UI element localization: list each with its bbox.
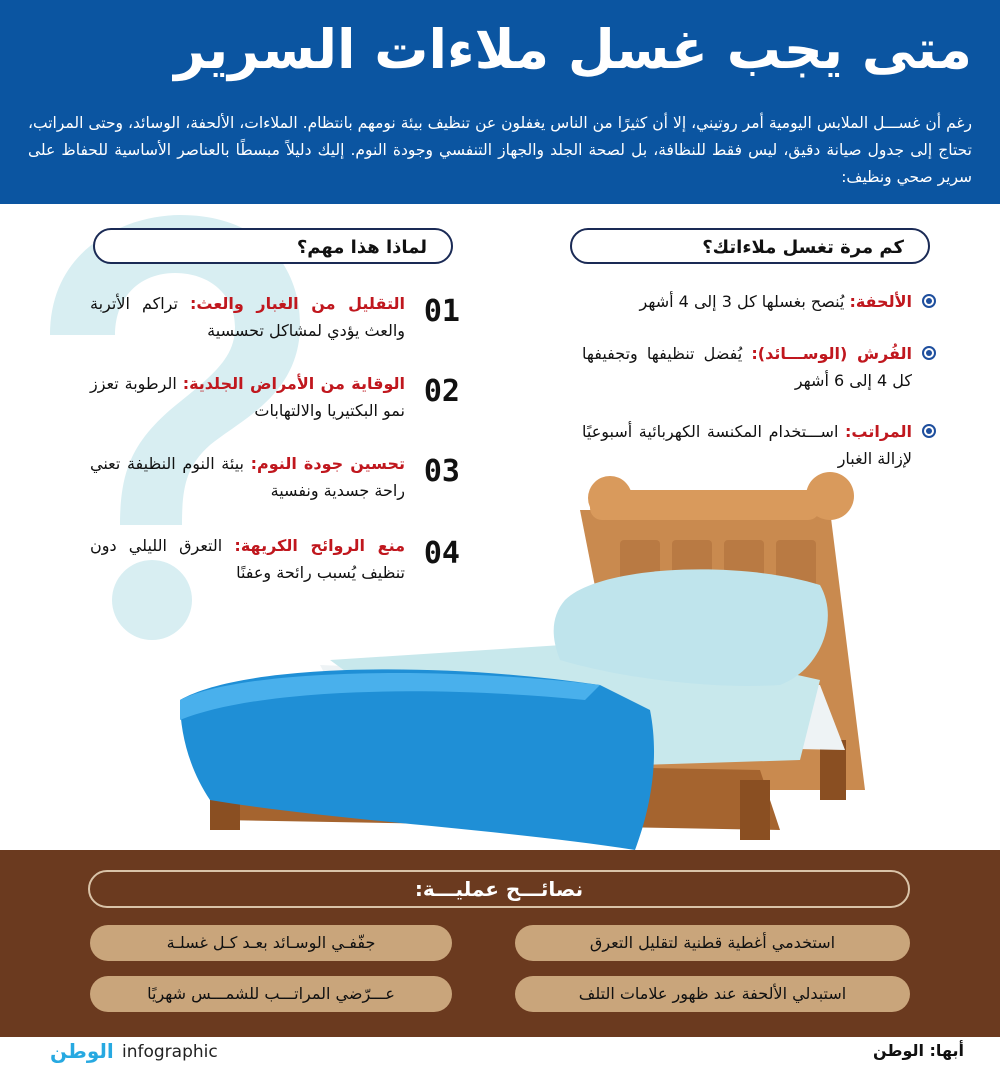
reason-item: [90, 370, 460, 432]
frequency-label: المراتب:: [845, 422, 912, 441]
frequency-label: الألحفة:: [849, 292, 912, 311]
frequency-text: اســـتخدام المكنسة الكهربائية أسبوعيًا لإزالة الغبار: [582, 422, 912, 468]
frequency-heading: كم مرة تغسل ملاءاتك؟: [570, 228, 930, 264]
reason-label: التقليل من الغبار والعث:: [190, 294, 405, 313]
reason-number: 02: [423, 374, 460, 409]
frequency-text: يُنصح بغسلها كل 3 إلى 4 أشهر: [639, 292, 845, 311]
header-banner: [0, 0, 1000, 204]
dateline: أبها: الوطن: [872, 1041, 964, 1060]
bed-illustration: [180, 470, 900, 850]
frequency-item: [582, 418, 912, 472]
footer-bar: [0, 1037, 1000, 1067]
reason-number: 03: [423, 454, 460, 489]
why-heading: لماذا هذا مهم؟: [93, 228, 453, 264]
reason-label: الوقاية من الأمراض الجلدية:: [182, 374, 405, 393]
tip-item: عـــرّضي المراتـــب للشمـــس شهريًا: [90, 976, 452, 1012]
reason-text: الرطوبة تعزز نمو البكتيريا والالتهابات: [90, 374, 405, 420]
frequency-text: يُفضل تنظيفها وتجفيفها كل 4 إلى 6 أشهر: [582, 344, 912, 390]
bullet-icon: [922, 294, 936, 308]
reason-item: [90, 290, 460, 352]
frequency-label: الفُرش (الوســـائد):: [751, 344, 912, 363]
reason-text: بيئة النوم النظيفة تعني راحة جسدية ونفسية: [90, 454, 405, 500]
reason-number: 04: [423, 536, 460, 571]
tip-item: استخدمي أغطية قطنية لتقليل التعرق: [515, 925, 910, 961]
infographic-label: infographic: [122, 1042, 218, 1062]
frequency-item: [582, 288, 912, 315]
reason-text: تراكم الأتربة والعث يؤدي لمشاكل تحسسية: [90, 294, 405, 340]
bullet-icon: [922, 424, 936, 438]
reason-number: 01: [423, 294, 460, 329]
tip-item: استبدلي الألحفة عند ظهور علامات التلف: [515, 976, 910, 1012]
brand-logo: الوطن: [50, 1039, 114, 1063]
reason-label: تحسين جودة النوم:: [250, 454, 405, 473]
reason-label: منع الروائح الكريهة:: [234, 536, 406, 555]
intro-paragraph: رغم أن غســـل الملابس اليومية أمر روتيني، إلا أن كثيرًا من الناس يغفلون عن تنظيف بيئة نومهم بانتظام. الملاءات، الألحفة، الوسائد، وحتى المراتب، تحتاج إلى جدول صيانة دقيق، ليس فقط للنظافة، بل لصحة الجلد والجهاز التنفسي وجودة النوم. إليك دليلاً مبسطًا بالعناصر الأساسية للحفاظ على سرير صحي ونظيف:: [28, 114, 972, 186]
bullet-icon: [922, 346, 936, 360]
frequency-item: [582, 340, 912, 394]
reason-text: التعرق الليلي دون تنظيف يُسبب رائحة وعفنًا: [90, 536, 405, 582]
tip-item: جفّفـي الوسـائد بعـد كـل غسلـة: [90, 925, 452, 961]
tips-heading: نصائـــح عمليـــة:: [88, 870, 910, 908]
page-title: متى يجب غسل ملاءات السرير: [174, 18, 972, 81]
